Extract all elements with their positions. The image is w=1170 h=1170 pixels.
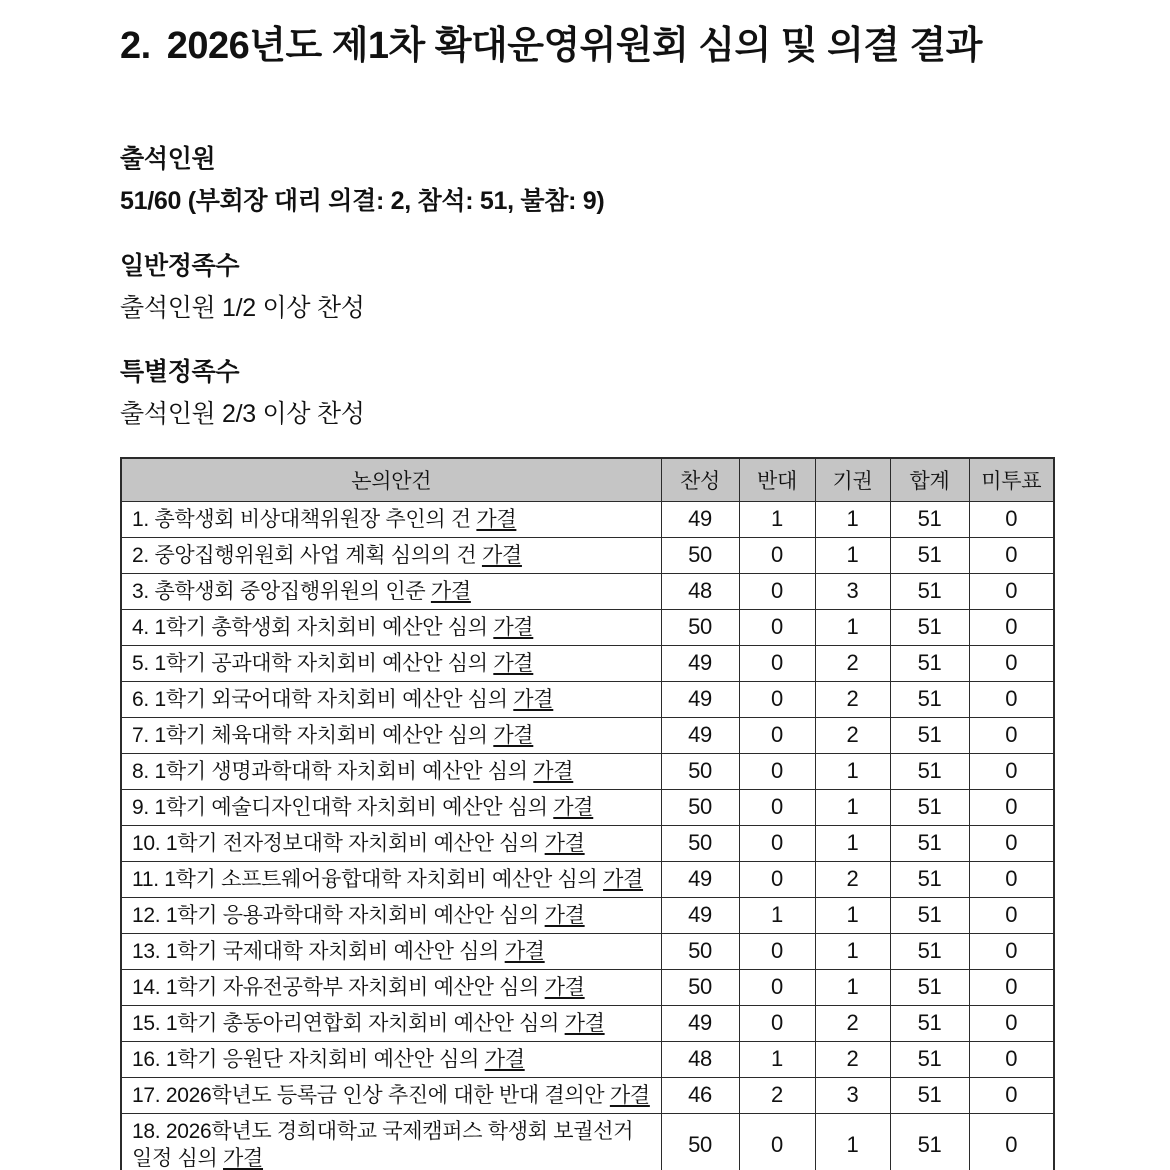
special-quorum-heading: 특별정족수 bbox=[120, 358, 240, 386]
cell-total: 51 bbox=[890, 609, 969, 645]
agenda-cell bbox=[121, 1005, 661, 1041]
agenda-table bbox=[120, 457, 1055, 1170]
cell-notvoted: 0 bbox=[969, 1077, 1054, 1113]
cell-yes: 48 bbox=[661, 573, 739, 609]
cell-total: 51 bbox=[890, 753, 969, 789]
table-row bbox=[121, 825, 1054, 861]
result-underline: 가결 bbox=[223, 1146, 264, 1170]
agenda-cell bbox=[121, 933, 661, 969]
section-general-quorum bbox=[120, 251, 1053, 324]
cell-no: 0 bbox=[739, 1005, 815, 1041]
agenda-cell bbox=[121, 501, 661, 537]
agenda-cell bbox=[121, 537, 661, 573]
cell-abstain: 2 bbox=[815, 645, 890, 681]
general-quorum-heading: 일반정족수 bbox=[120, 252, 240, 280]
title-text: 2026년도 제1차 확대운영위원회 심의 및 의결 결과 bbox=[166, 25, 982, 67]
agenda-text: 2. 중앙집행위원회 사업 계획 심의의 건 bbox=[132, 543, 477, 567]
agenda-cell bbox=[121, 969, 661, 1005]
cell-notvoted: 0 bbox=[969, 789, 1054, 825]
cell-abstain: 1 bbox=[815, 609, 890, 645]
cell-no: 0 bbox=[739, 861, 815, 897]
cell-abstain: 1 bbox=[815, 897, 890, 933]
cell-notvoted: 0 bbox=[969, 933, 1054, 969]
cell-no: 0 bbox=[739, 789, 815, 825]
cell-yes: 50 bbox=[661, 789, 739, 825]
agenda-cell bbox=[121, 609, 661, 645]
agenda-text: 8. 1학기 생명과학대학 자치회비 예산안 심의 bbox=[132, 759, 528, 783]
cell-no: 0 bbox=[739, 825, 815, 861]
table-row bbox=[121, 573, 1054, 609]
cell-yes: 46 bbox=[661, 1077, 739, 1113]
cell-total: 51 bbox=[890, 1113, 969, 1170]
cell-total: 51 bbox=[890, 645, 969, 681]
cell-yes: 50 bbox=[661, 1113, 739, 1170]
agenda-cell bbox=[121, 897, 661, 933]
agenda-text: 18. 2026학년도 경희대학교 국제캠퍼스 학생회 보궐선거 일정 심의 bbox=[132, 1119, 634, 1170]
cell-no: 0 bbox=[739, 1113, 815, 1170]
cell-total: 51 bbox=[890, 933, 969, 969]
agenda-cell bbox=[121, 1113, 661, 1170]
cell-yes: 49 bbox=[661, 681, 739, 717]
cell-abstain: 2 bbox=[815, 1005, 890, 1041]
cell-notvoted: 0 bbox=[969, 1005, 1054, 1041]
result-underline: 가결 bbox=[553, 795, 594, 819]
cell-notvoted: 0 bbox=[969, 1041, 1054, 1077]
agenda-cell bbox=[121, 645, 661, 681]
cell-abstain: 1 bbox=[815, 537, 890, 573]
table-row bbox=[121, 789, 1054, 825]
result-underline: 가결 bbox=[430, 579, 471, 603]
result-underline: 가결 bbox=[564, 1011, 605, 1035]
agenda-text: 6. 1학기 외국어대학 자치회비 예산안 심의 bbox=[132, 687, 508, 711]
result-underline: 가결 bbox=[493, 615, 534, 639]
col-header-total: 합계 bbox=[890, 458, 969, 501]
cell-no: 0 bbox=[739, 573, 815, 609]
cell-total: 51 bbox=[890, 681, 969, 717]
cell-notvoted: 0 bbox=[969, 861, 1054, 897]
cell-yes: 49 bbox=[661, 645, 739, 681]
agenda-text: 13. 1학기 국제대학 자치회비 예산안 심의 bbox=[132, 939, 500, 963]
table-row bbox=[121, 897, 1054, 933]
cell-notvoted: 0 bbox=[969, 573, 1054, 609]
special-quorum-value: 출석인원 2/3 이상 찬성 bbox=[120, 400, 365, 428]
cell-total: 51 bbox=[890, 1077, 969, 1113]
table-row bbox=[121, 645, 1054, 681]
col-header-agenda: 논의안건 bbox=[121, 458, 661, 501]
table-row bbox=[121, 861, 1054, 897]
agenda-text: 4. 1학기 총학생회 자치회비 예산안 심의 bbox=[132, 615, 488, 639]
cell-total: 51 bbox=[890, 969, 969, 1005]
cell-total: 51 bbox=[890, 573, 969, 609]
cell-yes: 49 bbox=[661, 717, 739, 753]
result-underline: 가결 bbox=[603, 867, 644, 891]
cell-abstain: 1 bbox=[815, 933, 890, 969]
cell-no: 0 bbox=[739, 753, 815, 789]
table-row bbox=[121, 933, 1054, 969]
result-underline: 가결 bbox=[476, 507, 517, 531]
agenda-cell bbox=[121, 1041, 661, 1077]
result-underline: 가결 bbox=[533, 759, 574, 783]
agenda-text: 7. 1학기 체육대학 자치회비 예산안 심의 bbox=[132, 723, 488, 747]
cell-yes: 50 bbox=[661, 609, 739, 645]
cell-abstain: 2 bbox=[815, 1041, 890, 1077]
table-row bbox=[121, 537, 1054, 573]
cell-abstain: 1 bbox=[815, 789, 890, 825]
cell-abstain: 1 bbox=[815, 825, 890, 861]
cell-total: 51 bbox=[890, 1041, 969, 1077]
result-underline: 가결 bbox=[504, 939, 545, 963]
cell-yes: 50 bbox=[661, 969, 739, 1005]
cell-no: 0 bbox=[739, 681, 815, 717]
agenda-cell bbox=[121, 717, 661, 753]
result-underline: 가결 bbox=[484, 1047, 525, 1071]
agenda-text: 14. 1학기 자유전공학부 자치회비 예산안 심의 bbox=[132, 975, 540, 999]
cell-total: 51 bbox=[890, 789, 969, 825]
col-header-abstain: 기권 bbox=[815, 458, 890, 501]
cell-no: 0 bbox=[739, 645, 815, 681]
table-row bbox=[121, 1005, 1054, 1041]
table-row bbox=[121, 1077, 1054, 1113]
agenda-text: 12. 1학기 응용과학대학 자치회비 예산안 심의 bbox=[132, 903, 540, 927]
table-row bbox=[121, 717, 1054, 753]
result-underline: 가결 bbox=[544, 903, 585, 927]
cell-total: 51 bbox=[890, 825, 969, 861]
cell-notvoted: 0 bbox=[969, 501, 1054, 537]
cell-abstain: 2 bbox=[815, 681, 890, 717]
cell-yes: 49 bbox=[661, 1005, 739, 1041]
cell-abstain: 1 bbox=[815, 969, 890, 1005]
cell-yes: 49 bbox=[661, 501, 739, 537]
cell-abstain: 1 bbox=[815, 753, 890, 789]
attendance-value: 51/60 (부회장 대리 의결: 2, 참석: 51, 불참: 9) bbox=[120, 187, 605, 215]
cell-total: 51 bbox=[890, 717, 969, 753]
cell-no: 1 bbox=[739, 1041, 815, 1077]
cell-yes: 48 bbox=[661, 1041, 739, 1077]
table-row bbox=[121, 1041, 1054, 1077]
col-header-no: 반대 bbox=[739, 458, 815, 501]
cell-notvoted: 0 bbox=[969, 537, 1054, 573]
cell-yes: 49 bbox=[661, 861, 739, 897]
agenda-text: 11. 1학기 소프트웨어융합대학 자치회비 예산안 심의 bbox=[132, 867, 598, 891]
agenda-text: 5. 1학기 공과대학 자치회비 예산안 심의 bbox=[132, 651, 488, 675]
agenda-cell bbox=[121, 753, 661, 789]
cell-total: 51 bbox=[890, 897, 969, 933]
agenda-cell bbox=[121, 681, 661, 717]
section-attendance bbox=[120, 144, 1053, 217]
cell-abstain: 3 bbox=[815, 1077, 890, 1113]
cell-notvoted: 0 bbox=[969, 825, 1054, 861]
agenda-text: 3. 총학생회 중앙집행위원의 인준 bbox=[132, 579, 426, 603]
agenda-table-header bbox=[121, 458, 1054, 501]
result-underline: 가결 bbox=[513, 687, 554, 711]
agenda-text: 16. 1학기 응원단 자치회비 예산안 심의 bbox=[132, 1047, 480, 1071]
cell-yes: 50 bbox=[661, 537, 739, 573]
section-special-quorum bbox=[120, 357, 1053, 430]
header-row bbox=[121, 458, 1054, 501]
cell-no: 1 bbox=[739, 897, 815, 933]
cell-abstain: 3 bbox=[815, 573, 890, 609]
cell-no: 1 bbox=[739, 501, 815, 537]
col-header-yes: 찬성 bbox=[661, 458, 739, 501]
cell-abstain: 2 bbox=[815, 717, 890, 753]
agenda-cell bbox=[121, 573, 661, 609]
cell-no: 0 bbox=[739, 537, 815, 573]
cell-notvoted: 0 bbox=[969, 717, 1054, 753]
cell-yes: 50 bbox=[661, 825, 739, 861]
result-underline: 가결 bbox=[544, 831, 585, 855]
result-underline: 가결 bbox=[609, 1083, 650, 1107]
result-underline: 가결 bbox=[493, 651, 534, 675]
cell-total: 51 bbox=[890, 537, 969, 573]
cell-abstain: 2 bbox=[815, 861, 890, 897]
table-row bbox=[121, 1113, 1054, 1170]
table-row bbox=[121, 969, 1054, 1005]
cell-abstain: 1 bbox=[815, 1113, 890, 1170]
cell-yes: 50 bbox=[661, 933, 739, 969]
agenda-text: 17. 2026학년도 등록금 인상 추진에 대한 반대 결의안 bbox=[132, 1083, 605, 1107]
cell-total: 51 bbox=[890, 501, 969, 537]
cell-no: 0 bbox=[739, 969, 815, 1005]
col-header-notvoted: 미투표 bbox=[969, 458, 1054, 501]
agenda-cell bbox=[121, 789, 661, 825]
cell-notvoted: 0 bbox=[969, 897, 1054, 933]
agenda-cell bbox=[121, 861, 661, 897]
table-row bbox=[121, 501, 1054, 537]
general-quorum-value: 출석인원 1/2 이상 찬성 bbox=[120, 294, 365, 322]
result-underline: 가결 bbox=[544, 975, 585, 999]
cell-notvoted: 0 bbox=[969, 609, 1054, 645]
agenda-table-body bbox=[121, 501, 1054, 1170]
cell-notvoted: 0 bbox=[969, 645, 1054, 681]
table-row bbox=[121, 753, 1054, 789]
table-row bbox=[121, 681, 1054, 717]
result-underline: 가결 bbox=[493, 723, 534, 747]
cell-yes: 49 bbox=[661, 897, 739, 933]
cell-notvoted: 0 bbox=[969, 1113, 1054, 1170]
page-title bbox=[120, 22, 1053, 70]
cell-no: 0 bbox=[739, 717, 815, 753]
cell-no: 0 bbox=[739, 609, 815, 645]
cell-abstain: 1 bbox=[815, 501, 890, 537]
agenda-text: 10. 1학기 전자정보대학 자치회비 예산안 심의 bbox=[132, 831, 540, 855]
agenda-cell bbox=[121, 1077, 661, 1113]
cell-notvoted: 0 bbox=[969, 969, 1054, 1005]
agenda-text: 9. 1학기 예술디자인대학 자치회비 예산안 심의 bbox=[132, 795, 548, 819]
result-underline: 가결 bbox=[481, 543, 522, 567]
cell-total: 51 bbox=[890, 861, 969, 897]
table-row bbox=[121, 609, 1054, 645]
cell-total: 51 bbox=[890, 1005, 969, 1041]
agenda-cell bbox=[121, 825, 661, 861]
title-number: 2. bbox=[120, 25, 151, 67]
cell-no: 2 bbox=[739, 1077, 815, 1113]
cell-notvoted: 0 bbox=[969, 681, 1054, 717]
cell-no: 0 bbox=[739, 933, 815, 969]
attendance-heading: 출석인원 bbox=[120, 145, 216, 173]
agenda-text: 1. 총학생회 비상대책위원장 추인의 건 bbox=[132, 507, 471, 531]
cell-notvoted: 0 bbox=[969, 753, 1054, 789]
cell-yes: 50 bbox=[661, 753, 739, 789]
agenda-text: 15. 1학기 총동아리연합회 자치회비 예산안 심의 bbox=[132, 1011, 560, 1035]
